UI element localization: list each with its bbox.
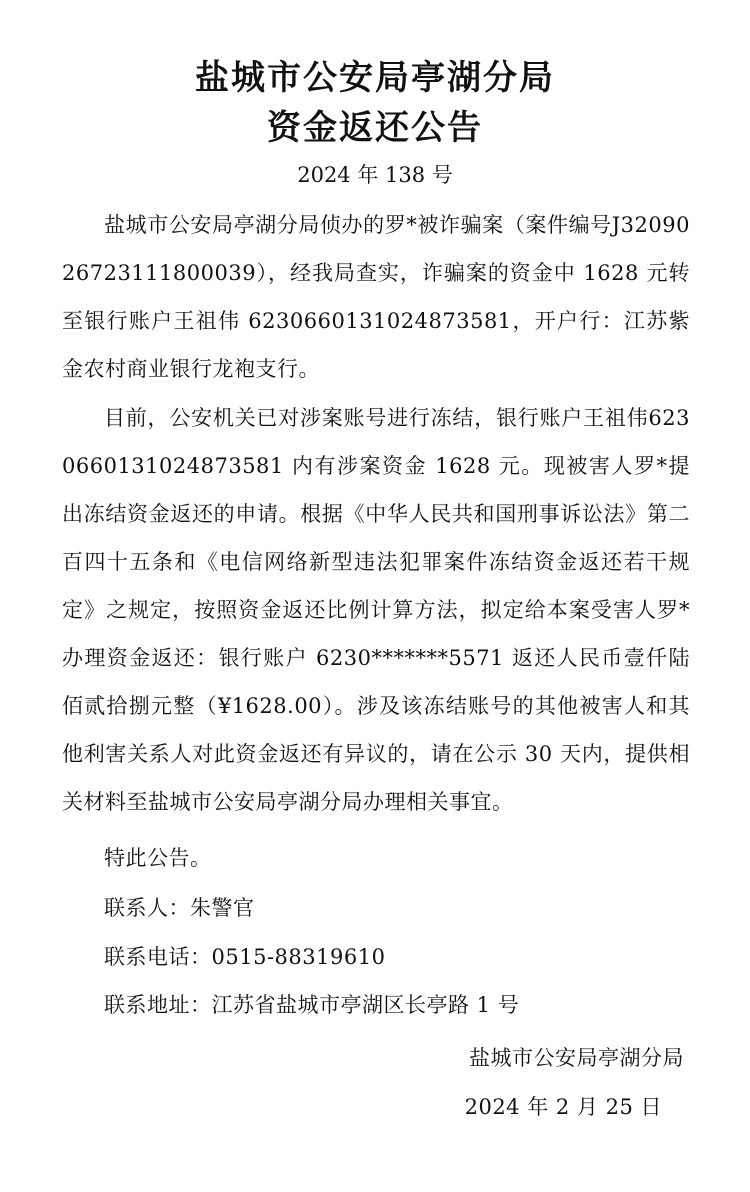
notice-line: 特此公告。 — [104, 846, 212, 870]
contact-person: 联系人：朱警官 — [104, 896, 255, 920]
signature-date: 2024 年 2 月 25 日 — [464, 1095, 662, 1119]
contact-phone: 联系电话：0515-88319610 — [104, 945, 386, 969]
signature-organization: 盐城市公安局亭湖分局 — [469, 1046, 684, 1070]
document-title-line2: 资金返还公告 — [267, 108, 483, 148]
document-title-line1: 盐城市公安局亭湖分局 — [195, 58, 555, 98]
body-paragraph-refund: 目前，公安机关已对涉案账号进行冻结，银行账户王祖伟6230660131024873581 内有涉案资金 1628 元。现被害人罗*提出冻结资金返还的申请。根据《中华人民共和国刑事诉讼法》第二百四十五条和《电信网络新型违法犯罪案件冻结资金返还若干规定》之规定，按照资金返还比例计算方法，拟定给本案受害人罗*办理资金返还：银行账户 6230*******5571 返还人民币壹仟陆佰贰拾捌元整（¥1628.00）。涉及该冻结账号的其他被害人和其他利害关系人对此资金返还有异议的，请在公示 30 天内，提供相关材料至盐城市公安局亭湖分局办理相关事宜。 — [62, 406, 690, 814]
body-paragraph-case: 盐城市公安局亭湖分局侦办的罗*被诈骗案（案件编号J3209026723111800039），经我局查实，诈骗案的资金中 1628 元转至银行账户王祖伟 6230660131024873581，开户行：江苏紫金农村商业银行龙袍支行。 — [62, 213, 690, 381]
document-number: 2024 年 138 号 — [297, 163, 453, 187]
contact-address: 联系地址：江苏省盐城市亭湖区长亭路 1 号 — [104, 993, 520, 1017]
